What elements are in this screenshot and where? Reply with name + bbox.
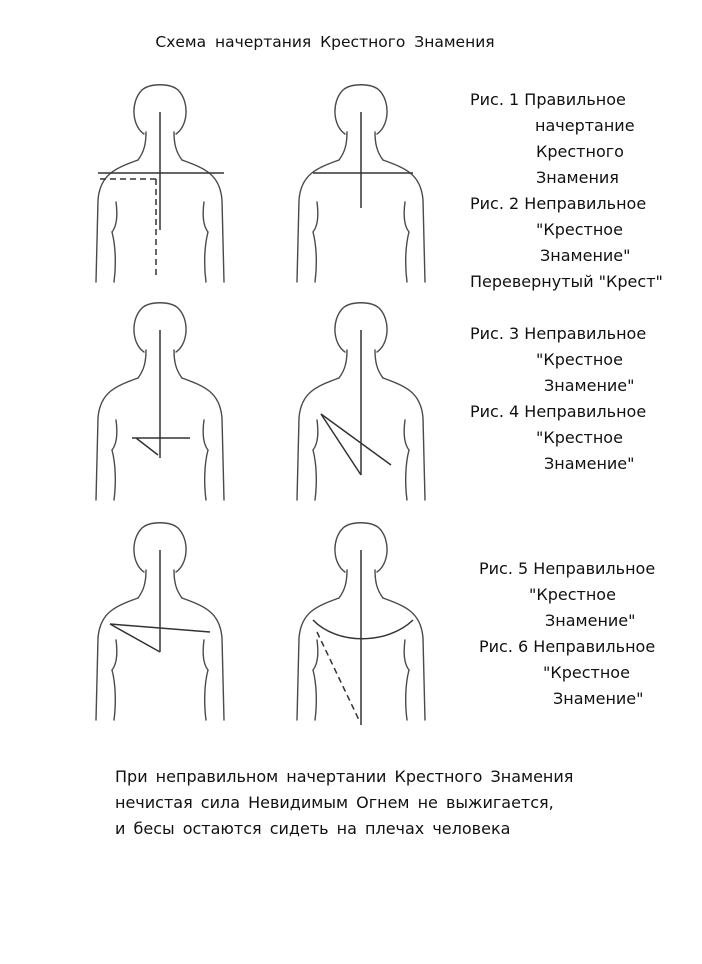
caption-line: Крестного (536, 142, 624, 161)
caption-line: Рис. 4 Неправильное (470, 402, 647, 421)
page-title: Схема начертания Крестного Знамения (155, 33, 495, 51)
caption-line: Знамения (536, 168, 619, 187)
caption-fig-6 (479, 634, 655, 712)
footer-line: и бесы остаются сидеть на плечах человека (115, 819, 511, 838)
caption-line: Знамение" (540, 246, 631, 265)
figure-4-incorrect (287, 300, 437, 505)
caption-fig-2 (470, 191, 663, 295)
caption-line: Знамение" (553, 689, 644, 708)
figure-2-inverted-cross (287, 82, 437, 287)
caption-fig-3 (470, 321, 646, 399)
caption-line: Рис. 5 Неправильное (479, 559, 656, 578)
caption-line: "Крестное (543, 663, 630, 682)
caption-line: Перевернутый "Крест" (470, 272, 663, 291)
footer-line: нечистая сила Невидимым Огнем не выжигается, (115, 793, 554, 812)
figure-3-incorrect (86, 300, 236, 505)
caption-line: Знамение" (544, 376, 635, 395)
caption-line: Рис. 2 Неправильное (470, 194, 647, 213)
figure-5-incorrect (86, 520, 236, 725)
caption-fig-4 (470, 399, 646, 477)
caption-line: Рис. 6 Неправильное (479, 637, 656, 656)
caption-fig-5 (479, 556, 655, 634)
caption-line: "Крестное (536, 220, 623, 239)
caption-line: Знамение" (545, 611, 636, 630)
caption-line: "Крестное (536, 350, 623, 369)
caption-line: Рис. 1 Правильное (470, 90, 626, 109)
figure-6-incorrect (287, 520, 437, 725)
footer-line: При неправильном начертании Крестного Знамения (115, 767, 574, 786)
caption-line: Рис. 3 Неправильное (470, 324, 647, 343)
figure-1-correct-cross (86, 82, 236, 287)
caption-fig-1 (470, 87, 635, 191)
caption-line: "Крестное (529, 585, 616, 604)
caption-line: начертание (535, 116, 635, 135)
caption-line: Знамение" (544, 454, 635, 473)
caption-line: "Крестное (536, 428, 623, 447)
footer-note (115, 764, 573, 842)
